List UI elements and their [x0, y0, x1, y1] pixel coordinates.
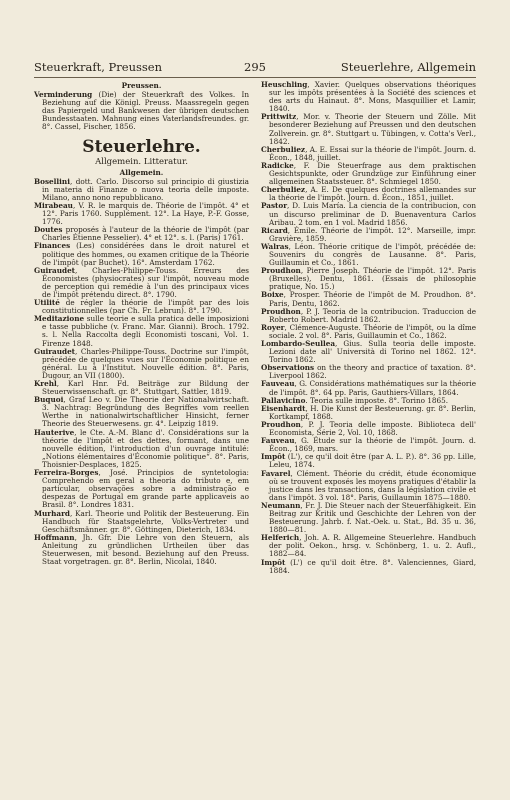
entry-heading: Guiraudet: [34, 265, 76, 275]
entry-text: , Clément. Théorie du crédit, étude économique où se trouvent exposés les moyens pratiques d'établir la justice dans les transactions, dans la législation civile et dans l'impôt. 3 vol. 18°. Paris, Guillaumin 1875—1880.: [269, 468, 476, 502]
entry-heading: Finances: [34, 241, 71, 251]
bibliography-entry: [34, 315, 249, 347]
entry-text: , Léon. Théorie critique de l'impôt, précédée de: Souvenirs du congrès de Lausanne. 8°. Paris, Guillaumin et Co., 1861.: [269, 241, 476, 268]
bibliography-entry: [261, 113, 476, 145]
section-heading-allgemein: Allgemein.: [119, 167, 164, 177]
entry-text: , F. Die Steuerfrage aus dem praktischen Gesichtspunkte, oder Grundzüge zur Einführung einer allgemeinen Staatssteuer. 8°. Schmiegel 1850.: [269, 160, 476, 187]
entry-heading: Proudhon: [261, 419, 301, 429]
entry-heading: Doutes: [34, 225, 63, 235]
entry-heading: Helferich: [261, 533, 300, 543]
bibliography-entry: [34, 91, 249, 131]
left-column: [34, 81, 249, 566]
entry-text: (L') ce qu'il doit être. 8°. Valenciennes, Giard, 1884.: [269, 557, 476, 575]
bibliography-entry: [261, 146, 476, 162]
entry-heading: Guiraudet: [34, 346, 76, 356]
entry-text: , V. R. le marquis de. Théorie de l'impôt. 4° et 12°. Paris 1760. Supplément. 12°. La Haye, P.-F. Gosse, 1776.: [42, 200, 249, 227]
entry-heading: Pallavicino: [261, 395, 306, 405]
main-subtitle: Allgemein. Litteratur.: [95, 156, 188, 167]
entry-heading: Hauterive: [34, 427, 75, 437]
entry-text: , P. J. Teoria de la contribucion. Traduccion de Roberto Robert. Madrid 1862.: [269, 306, 476, 324]
bibliography-entry: [34, 178, 249, 202]
bibliography-entry: [34, 380, 249, 396]
entry-text: , D. Luis María. La ciencia de la contribucion, con un discurso preliminar de D. Buenaventura Carlos Aribau. 2 tom. en 1 vol. Madrid 1856.: [269, 201, 476, 227]
page-number: 295: [244, 60, 266, 74]
entry-text: . Teoria sulle imposte. 8°. Torino 1865.: [305, 395, 449, 405]
entry-heading: Ricard: [261, 225, 288, 235]
bibliography-entry: [261, 405, 476, 421]
header-rule: [34, 77, 476, 78]
entry-heading: Proudhon: [261, 266, 301, 276]
entry-text: (L'), ce qu'il doit être (par A. L. P.). 8°. 36 pp. Lille, Leleu, 1874.: [269, 452, 476, 470]
bibliography-entry: [34, 534, 249, 566]
entry-text: , Charles-Philippe-Touss. Erreurs des Économistes (physiocrates) sur l'impôt, nouveau mode de perception qui remédie à l'un des principaux vices de l'impôt prétendu direct. 8°. 1790.: [42, 265, 249, 299]
entry-heading: Bosellini: [34, 176, 70, 186]
header-left: Steuerkraft, Preussen: [34, 60, 162, 74]
entry-heading: Cherbuliez: [261, 144, 306, 154]
bibliography-entry: [261, 364, 476, 380]
entry-heading: Observations: [261, 363, 315, 373]
entry-text: , A. E. Essai sur la théorie de l'impôt. Journ. d. Écon., 1848, juillet.: [269, 144, 476, 162]
entry-heading: Impôt: [261, 452, 286, 462]
bibliography-entry: [34, 396, 249, 428]
entry-heading: Fauveau: [261, 436, 295, 446]
right-column: [261, 81, 476, 575]
entry-heading: Impôt: [261, 557, 286, 567]
bibliography-entry: [34, 202, 249, 226]
entry-heading: Hoffmann: [34, 532, 75, 542]
bibliography-entry: [261, 340, 476, 364]
header-right: Steuerlehre, Allgemein: [340, 60, 476, 74]
bibliography-entry: [34, 242, 249, 266]
entry-heading: Pastor: [261, 201, 288, 211]
entry-text: , Émile. Théorie de l'impôt. 12°. Marseille, impr. Gravière, 1859.: [269, 225, 476, 243]
entry-heading: Krehl: [34, 379, 57, 388]
entry-text: , Fr. J. Die Steuer nach der Steuerfähigkeit. Ein Beitrag zur Kritik und Geschichte der Lehren von der Besteuerung. Jahrb. f. Nat.-Oek. u. Stat., Bd. 35 u. 36, 1880—81.: [269, 500, 476, 535]
bibliography-entry: [261, 291, 476, 307]
entry-text: , Pierre Joseph. Théorie de l'impôt. 12°. Paris (Bruxelles), Dentu, 1861. (Essais de philosophie pratique, No. 15.): [269, 266, 476, 292]
bibliography-entry: [261, 162, 476, 186]
bibliography-entry: [261, 421, 476, 437]
entry-list-right: [261, 81, 476, 575]
bibliography-entry: [34, 348, 249, 380]
entry-text: , P. J. Teoria delle imposte. Biblioteca dell' Economista, Série 2, Vol. 10, 1868.: [269, 419, 476, 438]
bibliography-entry: [261, 202, 476, 226]
entry-list-preussen: [34, 91, 249, 131]
bibliography-entry: [34, 429, 249, 469]
entry-text: on the theory and practice of taxation. 8°. Liverpool 1862.: [269, 363, 476, 381]
entry-text: , Jh. Gfr. Die Lehre von den Steuern, als Anleitung zu gründlichen Urtheilen über das Steuerwesen, mit besond. Beziehung auf den Preuss. Staat vorgetragen. gr. 8°. Berlin, Nicolai, 1840.: [42, 532, 249, 567]
entry-text: , dott. Carlo. Discorso sul principio di giustizia in materia di Finanze o nuova teoria delle imposte. Milano, anno nono repubblicano.: [42, 176, 249, 202]
entry-text: sulle teorie e sulla pratica delle imposizioni e tasse pubbliche (v. Franc. Mar. Gianni). Broch. 1792. s. l. Nella Raccolta degli Economisti toscani, Vol. 1. Firenze 1848.: [42, 314, 249, 348]
main-title: Steuerlehre.: [82, 136, 201, 157]
entry-heading: Murhard: [34, 508, 70, 518]
entry-text: , José. Principios de syntetologia: Comprehendo em geral a theoria do tributo e, em particular, observações sobre a administração e despezas de Portugal em grande parte applicaveis ao Brasil. 8°. Londres 1831.: [42, 468, 249, 510]
bibliography-entry: [34, 299, 249, 315]
entry-text: , Mor. v. Theorie der Steuern und Zölle. Mit besonderer Beziehung auf Preussen und den deutschen Zollverein. gr. 8°. Stuttgart u. Tübingen, v. Cotta's Verl., 1842.: [269, 112, 476, 146]
entry-text: , Karl. Theorie und Politik der Besteuerung. Ein Handbuch für Staatsgelehrte, Volks-Vertreter und Geschäftsmänner. gr. 8°. Göttingen, Dieterich, 1834.: [42, 508, 249, 534]
entry-heading: Mirabeau: [34, 200, 73, 210]
entry-text: , Gius. Sulla teoria delle imposte. Lezioni date all' Università di Torino nel 1862. 12°. Torino 1862.: [269, 339, 476, 365]
bibliography-entry: [261, 502, 476, 534]
entry-heading: Verminderung: [34, 90, 93, 100]
entry-text: (Die) der Steuerkraft des Volkes. In Beziehung auf die Königl. Preuss. Maassregeln gegen das Papiergeld und Bankwesen der übrigen deutschen Bundesstaaten. Mahnung eines Vaterlandsfreundes. gr. 8°. Cassel, Fischer, 1856.: [42, 90, 249, 132]
bibliography-entry: [34, 469, 249, 509]
bibliography-entry: [261, 243, 476, 267]
entry-text: , le Cte. A.-M. Blanc d'. Considérations sur la théorie de l'impôt et des dettes, formant, dans une nouvelle édition, l'introduction d'un ouvrage intitulé: „Notions élémentaires d'Économie politique“. 8°. Paris, Thoisnier-Desplaces, 1825.: [42, 427, 249, 469]
entry-heading: Ferreira-Borges: [34, 468, 99, 478]
entry-heading: Lombardo-Seullea: [261, 339, 336, 348]
entry-heading: Eisenhardt: [261, 403, 306, 413]
bibliography-entry: [261, 267, 476, 291]
entry-text: , Graf Leo v. Die Theorie der Nationalwirtschaft. 3. Nachtrag: Begründung des Begriffes vom reellen Werthe in nationalwirtschaftlicher Hinsicht, ferner Theorie des Steuerwesens. gr. 4°. Leipzig 1819.: [42, 395, 249, 429]
entry-text: , Xavier. Quelques observations théoriques sur les impôts présentées à la Société des sciences et des arts du Hainaut. 8°. Mons, Masquillier et Lamir, 1840.: [269, 80, 476, 114]
entry-text: proposés à l'auteur de la théorie de l'impôt (par Charles Étienne Pesselier). 4° et 12°. s. l. (Paris) 1761.: [42, 225, 249, 243]
entry-text: de régler la théorie de l'impôt par des lois constitutionnelles (par Ch. Fr. Lebrun). 8°. 1790.: [42, 298, 249, 316]
bibliography-entry: [261, 453, 476, 469]
bibliography-entry: [34, 267, 249, 299]
bibliography-entry: [261, 324, 476, 340]
entry-text: , G. Étude sur la théorie de l'impôt. Journ. d. Écon., 1869, mars.: [269, 436, 476, 454]
entry-text: , Joh. A. R. Allgemeine Steuerlehre. Handbuch der polit. Oekon., hrsg. v. Schönberg, 1. u. 2. Aufl., 1882—84.: [269, 533, 476, 559]
entry-heading: Walras: [261, 241, 289, 251]
bibliography-entry: [261, 559, 476, 575]
entry-text: , Clémence-Auguste. Théorie de l'impôt, ou la dîme sociale. 2 vol. 8°. Paris, Guillaumin et Co., 1862.: [269, 322, 476, 340]
bibliography-entry: [261, 227, 476, 243]
entry-heading: Favarel: [261, 468, 291, 478]
entry-heading: Royer: [261, 322, 285, 332]
entry-heading: Heuschling: [261, 80, 308, 89]
section-heading-preussen: Preussen.: [121, 81, 162, 90]
entry-text: , G. Considérations mathématiques sur la théorie de l'impôt. 8°. 64 pp. Paris, Gauthiers-Villars, 1864.: [269, 379, 476, 397]
entry-heading: Proudhon: [261, 306, 301, 316]
entry-heading: Radicke: [261, 160, 294, 170]
entry-heading: Fauveau: [261, 379, 295, 389]
entry-heading: Meditazione: [34, 314, 85, 324]
entry-heading: Boixe: [261, 290, 284, 300]
bibliography-entry: [34, 510, 249, 534]
entry-heading: Cherbuliez: [261, 185, 306, 195]
bibliography-entry: [261, 380, 476, 396]
entry-text: , Prosper. Théorie de l'impôt de M. Proudhon. 8°. Paris, Dentu, 1862.: [269, 290, 476, 308]
bibliography-entry: [34, 226, 249, 242]
entry-text: , A. E. De quelques doctrines allemandes sur la théorie de l'impôt. Journ. d. Écon., 1851, juillet.: [269, 185, 476, 203]
running-header: [34, 60, 476, 76]
entry-heading: Utilité: [34, 298, 60, 308]
bibliography-entry: [261, 437, 476, 453]
entry-list-allgemein: [34, 178, 249, 567]
entry-text: (Les) considérées dans le droit naturel et politique des hommes, ou examen critique de la Théorie de l'impôt (par Buchet). 16°. Amsterdam 1762.: [42, 241, 249, 267]
entry-heading: Buquoi: [34, 395, 64, 405]
entry-text: , Karl Hnr. Fd. Beiträge zur Bildung der Steuerwissenschaft. gr. 8°. Stuttgart, Sattler, 1819.: [42, 379, 249, 397]
entry-text: , Charles-Philippe-Touss. Doctrine sur l'impôt, précédée de quelques vues sur l'Économie politique en général. Lu à l'Institut. Nouvelle édition. 8°. Paris, Dugour, an VII (1800).: [42, 346, 249, 380]
bibliography-entry: [261, 186, 476, 202]
bibliography-entry: [261, 81, 476, 113]
bibliography-entry: [261, 534, 476, 558]
bibliography-entry: [261, 470, 476, 502]
entry-text: , H. Die Kunst der Besteuerung. gr. 8°. Berlin, Kortkampf, 1868.: [269, 403, 476, 421]
entry-heading: Neumann: [261, 500, 301, 510]
entry-heading: Prittwitz: [261, 112, 297, 122]
bibliography-entry: [261, 308, 476, 324]
